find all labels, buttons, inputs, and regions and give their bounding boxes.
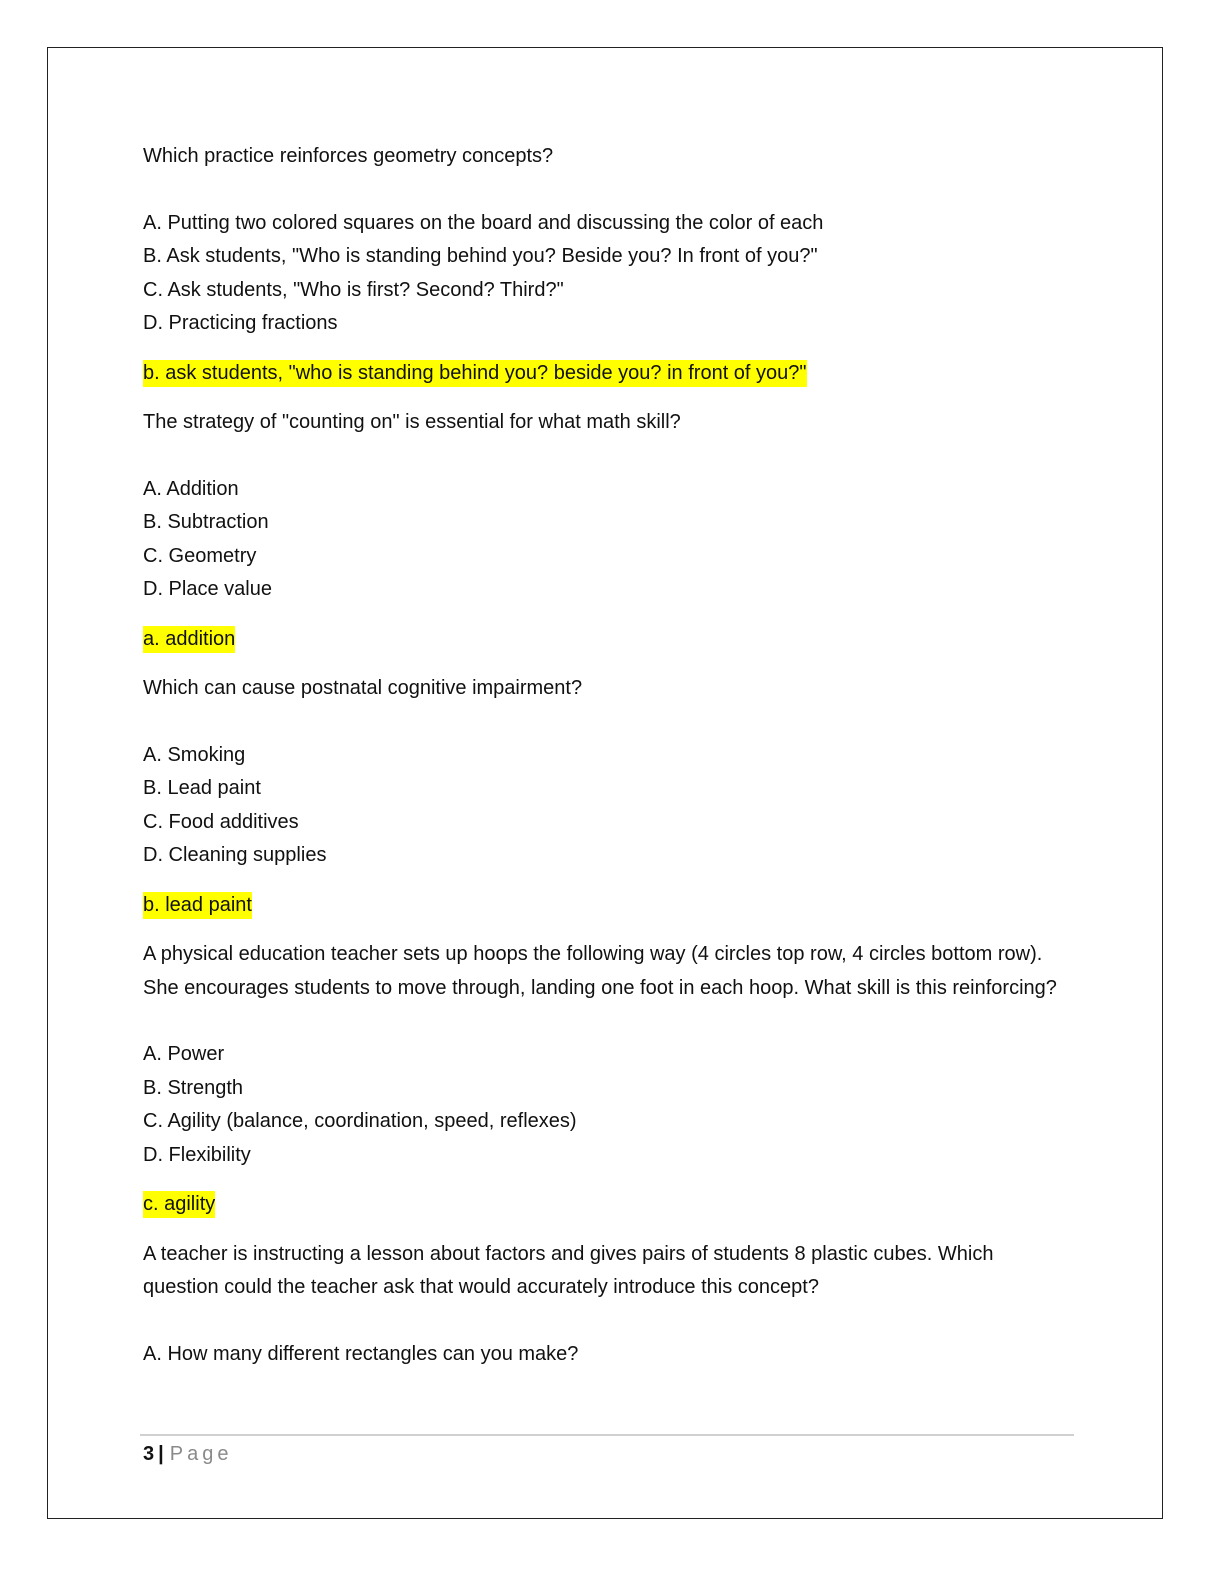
option-a: A. Smoking bbox=[143, 743, 246, 766]
document-body bbox=[143, 140, 1073, 1371]
option-c: C. Agility (balance, coordination, speed, reflexes) bbox=[143, 1110, 577, 1132]
question-block-2 bbox=[143, 406, 1073, 656]
option-d: D. Flexibility bbox=[143, 1143, 251, 1166]
question-text: Which can cause postnatal cognitive impairment? bbox=[143, 677, 583, 699]
highlighted-answer: a. addition bbox=[143, 626, 235, 653]
option-b: B. Strength bbox=[143, 1076, 244, 1099]
question-block-4 bbox=[143, 938, 1073, 1222]
highlighted-answer: b. lead paint bbox=[143, 892, 252, 919]
option-a: A. Putting two colored squares on the board and discussing the color of each bbox=[143, 211, 824, 234]
answer-line bbox=[143, 623, 1073, 657]
option-list bbox=[143, 1338, 1073, 1372]
option-a: A. Power bbox=[143, 1043, 225, 1065]
answer-line bbox=[143, 889, 1073, 923]
option-c: C. Food additives bbox=[143, 810, 299, 833]
option-b: B. Ask students, "Who is standing behind you? Beside you? In front of you?" bbox=[143, 245, 818, 267]
option-list bbox=[143, 739, 1073, 873]
question-block-3 bbox=[143, 672, 1073, 922]
option-list bbox=[143, 1038, 1073, 1172]
option-d: D. Place value bbox=[143, 578, 272, 600]
option-a: A. How many different rectangles can you make? bbox=[143, 1342, 579, 1365]
question-text: A physical education teacher sets up hoops the following way (4 circles top row, 4 circles bottom row). She encourages students to move through, landing one foot in each hoop. What skill is this reinforcing? bbox=[143, 943, 1057, 999]
footer-divider bbox=[140, 1434, 1074, 1436]
highlighted-answer: b. ask students, "who is standing behind you? beside you? in front of you?" bbox=[143, 360, 807, 387]
option-b: B. Lead paint bbox=[143, 777, 261, 799]
question-block-1 bbox=[143, 140, 1073, 390]
question-text: A teacher is instructing a lesson about factors and gives pairs of students 8 plastic cubes. Which question could the teacher ask that would accurately introduce this concept? bbox=[143, 1242, 994, 1298]
option-c: C. Ask students, "Who is first? Second? Third?" bbox=[143, 278, 564, 301]
highlighted-answer: c. agility bbox=[143, 1191, 215, 1218]
page-label: Page bbox=[169, 1443, 233, 1465]
footer-separator: | bbox=[158, 1443, 164, 1465]
option-d: D. Practicing fractions bbox=[143, 312, 338, 334]
option-d: D. Cleaning supplies bbox=[143, 844, 327, 866]
answer-line bbox=[143, 1188, 1073, 1222]
option-a: A. Addition bbox=[143, 477, 239, 500]
option-c: C. Geometry bbox=[143, 544, 257, 567]
option-list bbox=[143, 473, 1073, 607]
question-block-5 bbox=[143, 1238, 1073, 1372]
page-number: 3 bbox=[143, 1443, 155, 1465]
option-b: B. Subtraction bbox=[143, 511, 269, 533]
answer-line bbox=[143, 357, 1073, 391]
option-list bbox=[143, 207, 1073, 341]
question-text: The strategy of "counting on" is essential for what math skill? bbox=[143, 411, 681, 433]
page-footer bbox=[143, 1440, 232, 1468]
question-text: Which practice reinforces geometry concepts? bbox=[143, 145, 554, 167]
